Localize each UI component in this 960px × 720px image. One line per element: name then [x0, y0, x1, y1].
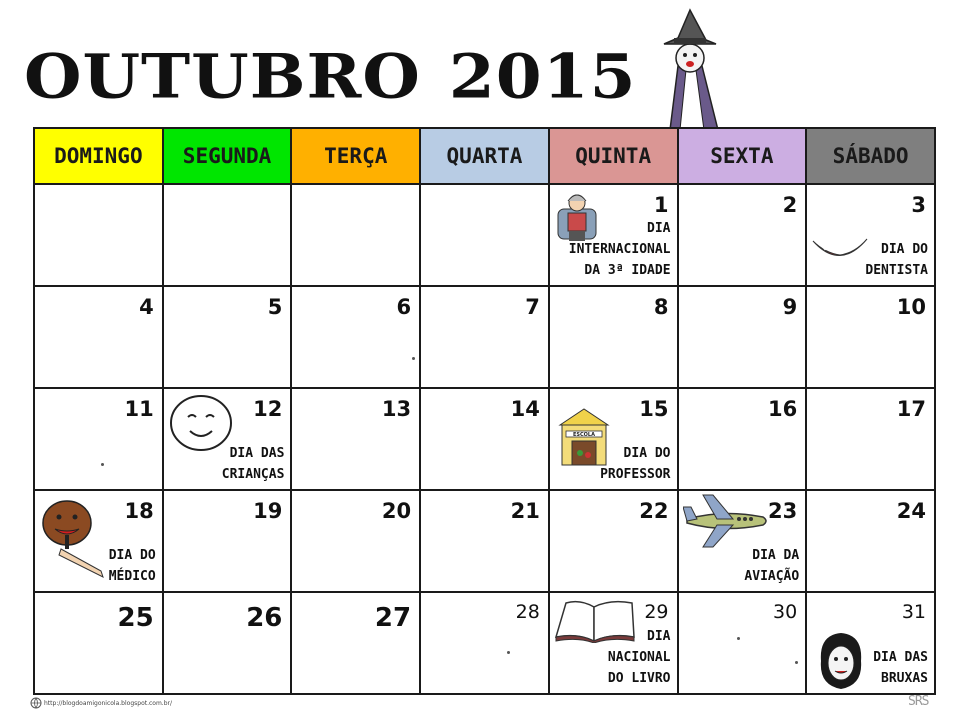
event-label: DIA DA AVIAÇÃO [744, 548, 800, 584]
day-number: 7 [525, 295, 540, 319]
day-cell-11 [34, 388, 163, 490]
day-cell-29 [549, 592, 678, 694]
day-number: 28 [515, 601, 540, 623]
day-cell-1 [549, 184, 678, 286]
day-number: 18 [124, 499, 154, 523]
day-cell-4 [34, 286, 163, 388]
day-number: 8 [653, 295, 669, 319]
day-cell-2 [678, 184, 807, 286]
day-cell-24 [806, 490, 935, 592]
title-month: OUTUBRO [24, 40, 421, 113]
day-number: 24 [896, 499, 926, 523]
weekday-sabado: SÁBADO [806, 128, 935, 184]
day-cell-26 [163, 592, 292, 694]
day-cell-20 [291, 490, 420, 592]
day-number: 10 [896, 295, 926, 319]
stray-dot [795, 661, 798, 664]
event-label: DIA DAS BRUXAS [873, 650, 928, 686]
weekday-terca: TERÇA [291, 128, 420, 184]
weekday-quarta: QUARTA [420, 128, 549, 184]
empty-cell [420, 184, 549, 286]
day-number: 17 [896, 397, 926, 421]
day-cell-15 [549, 388, 678, 490]
day-cell-27 [291, 592, 420, 694]
day-cell-22 [549, 490, 678, 592]
event-label: DIA DO DENTISTA [865, 242, 928, 278]
day-cell-30 [678, 592, 807, 694]
day-number: 29 [644, 601, 669, 623]
event-label: DIA NACIONAL DO LIVRO [607, 629, 671, 686]
day-number: 26 [246, 603, 283, 633]
stray-dot [737, 637, 740, 640]
week-row-3 [34, 388, 935, 490]
day-cell-9 [678, 286, 807, 388]
day-number: 14 [510, 397, 540, 421]
weekday-segunda: SEGUNDA [163, 128, 292, 184]
empty-cell [34, 184, 163, 286]
day-cell-31 [806, 592, 935, 694]
globe-icon [30, 697, 42, 709]
day-cell-16 [678, 388, 807, 490]
stray-dot [101, 463, 104, 466]
day-number: 5 [267, 295, 283, 319]
day-cell-25 [34, 592, 163, 694]
day-number: 4 [139, 295, 154, 319]
day-cell-13 [291, 388, 420, 490]
day-cell-5 [163, 286, 292, 388]
day-number: 6 [396, 295, 412, 319]
title-year: 2015 [448, 40, 637, 113]
week-row-2 [34, 286, 935, 388]
day-cell-19 [163, 490, 292, 592]
weekday-sexta: SEXTA [678, 128, 807, 184]
day-cell-14 [420, 388, 549, 490]
event-label: DIA DO MÉDICO [108, 548, 156, 584]
day-number: 9 [782, 295, 798, 319]
day-cell-23 [678, 490, 807, 592]
doctor-icon [41, 499, 107, 579]
week-row-5 [34, 592, 935, 694]
day-number: 27 [374, 603, 412, 633]
stray-dot [412, 357, 415, 360]
day-number: 20 [381, 499, 412, 523]
empty-cell [163, 184, 292, 286]
day-number: 15 [639, 397, 669, 421]
calendar-grid [33, 127, 936, 695]
day-number: 30 [773, 601, 798, 623]
day-number: 31 [901, 601, 926, 623]
day-cell-12 [163, 388, 292, 490]
day-cell-6 [291, 286, 420, 388]
witch-icon [640, 8, 740, 130]
day-number: 2 [782, 193, 798, 217]
empty-cell [291, 184, 420, 286]
signature: SRS [908, 694, 929, 709]
day-number: 13 [381, 397, 412, 421]
day-cell-21 [420, 490, 549, 592]
event-label: DIA DO PROFESSOR [600, 446, 671, 482]
day-number: 22 [639, 499, 669, 523]
day-cell-17 [806, 388, 935, 490]
footer-url: http://blogdoamigonicola.blogspot.com.br/ [44, 700, 173, 707]
day-number: 19 [253, 499, 283, 523]
airplane-icon [683, 493, 769, 549]
stray-dot [507, 651, 510, 654]
week-row-4 [34, 490, 935, 592]
day-cell-3 [806, 184, 935, 286]
witch-face-icon [817, 631, 865, 691]
day-number: 12 [253, 397, 283, 421]
week-row-1 [34, 184, 935, 286]
day-number: 25 [117, 603, 154, 633]
day-number: 3 [911, 193, 926, 217]
smile-mouth-icon [811, 231, 869, 271]
day-number: 21 [510, 499, 540, 523]
page-title [24, 40, 637, 113]
day-cell-10 [806, 286, 935, 388]
day-number: 11 [124, 397, 154, 421]
event-label: DIA INTERNACIONAL DA 3ª IDADE [568, 221, 671, 278]
school-sign: ESCOLA [572, 432, 595, 438]
day-cell-18 [34, 490, 163, 592]
day-cell-8 [549, 286, 678, 388]
day-cell-7 [420, 286, 549, 388]
weekday-quinta: QUINTA [549, 128, 678, 184]
day-number: 23 [767, 499, 798, 523]
day-number: 1 [653, 193, 669, 217]
day-cell-28 [420, 592, 549, 694]
day-number: 16 [767, 397, 798, 421]
weekday-header-row [34, 128, 935, 184]
event-label: DIA DAS CRIANÇAS [221, 446, 285, 482]
weekday-domingo: DOMINGO [34, 128, 163, 184]
